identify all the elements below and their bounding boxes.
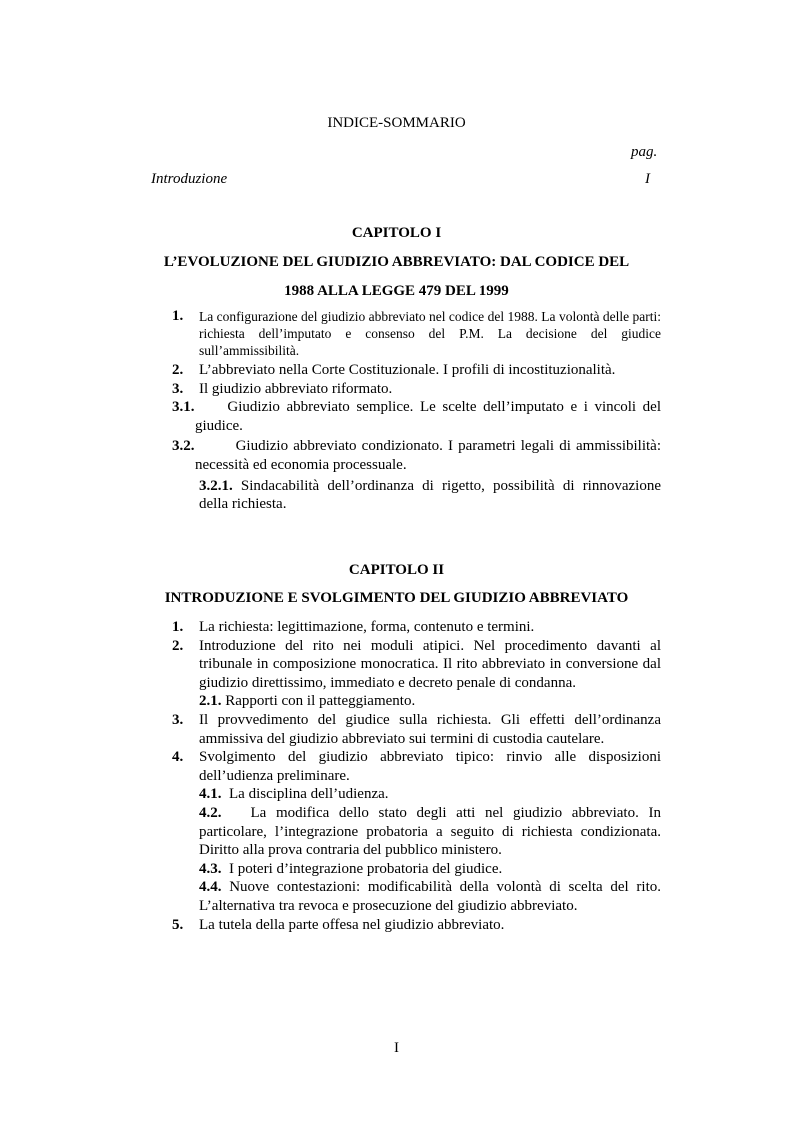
subitem-text: Giudizio abbreviato semplice. Le scelte dell’imputato e i vincoli del giudice. bbox=[195, 399, 661, 434]
item-text: Svolgimento del giudizio abbreviato tipico: rinvio alle disposizioni dell’udienza preliminare. bbox=[199, 749, 661, 784]
item-text: La richiesta: legittimazione, forma, contenuto e termini. bbox=[199, 619, 535, 635]
item-text: Il provvedimento del giudice sulla richiesta. Gli effetti dell’ordinanza ammissiva del giudizio abbreviato sui termini di custodia cautelare. bbox=[199, 711, 661, 747]
item-number: 3. bbox=[172, 380, 184, 397]
item-text: Il giudizio abbreviato riformato. bbox=[199, 380, 393, 397]
chapter1-title-line2: 1988 ALLA LEGGE 479 DEL 1999 bbox=[284, 283, 509, 299]
list-item bbox=[172, 380, 661, 399]
item-text: L’abbreviato nella Corte Costituzionale. I profili di incostituzionalità. bbox=[199, 362, 616, 378]
page-title: INDICE-SOMMARIO bbox=[327, 115, 466, 131]
subitem bbox=[172, 860, 661, 879]
subitem-number: 3.1. bbox=[172, 399, 195, 416]
chapter1-title-line1: L’EVOLUZIONE DEL GIUDIZIO ABBREVIATO: DAL CODICE DEL bbox=[163, 254, 630, 270]
subitem bbox=[172, 804, 661, 860]
item-number: 3. bbox=[172, 711, 184, 728]
chapter2-title: INTRODUZIONE E SVOLGIMENTO DEL GIUDIZIO ABBREVIATO bbox=[164, 590, 629, 606]
chapter2-list bbox=[172, 618, 661, 934]
chapter1-heading: CAPITOLO I bbox=[351, 225, 442, 241]
item-number: 1. bbox=[172, 619, 184, 635]
subitem-text: La disciplina dell’udienza. bbox=[229, 786, 389, 803]
intro-page-number: I bbox=[645, 171, 650, 187]
subitem-number: 3.2.1. bbox=[199, 477, 233, 494]
subitem-number: 3.2. bbox=[172, 438, 195, 455]
page-number: I bbox=[394, 1040, 399, 1056]
subitem bbox=[172, 878, 661, 915]
subitem bbox=[172, 785, 661, 804]
subitem-number: 4.4. bbox=[199, 879, 222, 896]
pag-label: pag. bbox=[631, 144, 658, 160]
item-text: La tutela della parte offesa nel giudizio abbreviato. bbox=[199, 916, 505, 933]
subitem-text: Sindacabilità dell’ordinanza di rigetto, possibilità di rinnovazione della richiesta. bbox=[199, 477, 661, 513]
subitem bbox=[172, 437, 661, 474]
item-number: 5. bbox=[172, 916, 184, 933]
list-item bbox=[172, 916, 661, 935]
subitem bbox=[172, 692, 661, 711]
item-number: 1. bbox=[172, 308, 184, 324]
subitem-text: Rapporti con il patteggiamento. bbox=[225, 693, 416, 710]
list-item bbox=[172, 361, 661, 380]
list-item bbox=[172, 748, 661, 785]
subitem-text: I poteri d’integrazione probatoria del giudice. bbox=[229, 860, 503, 877]
item-number: 4. bbox=[172, 749, 184, 766]
list-item bbox=[172, 308, 661, 359]
item-number: 2. bbox=[172, 637, 184, 654]
subitem-number: 4.2. bbox=[199, 804, 222, 821]
subitem bbox=[172, 477, 661, 514]
item-number: 2. bbox=[172, 362, 184, 378]
subitem-text: Giudizio abbreviato condizionato. I parametri legali di ammissibilità: necessità ed economia processuale. bbox=[195, 438, 662, 473]
subitem-number: 2.1. bbox=[199, 693, 222, 710]
subitem-text: La modifica dello stato degli atti nel giudizio abbreviato. In particolare, l’integrazione probatoria a seguito di richiesta condizionata. Diritto alla prova contraria del pubblico ministero. bbox=[199, 804, 661, 859]
list-item bbox=[172, 618, 661, 637]
list-item bbox=[172, 637, 661, 693]
subitem bbox=[172, 398, 661, 435]
item-text: Introduzione del rito nei moduli atipici. Nel procedimento davanti al tribunale in composizione monocratica. Il rito abbreviato in conversione dal giudizio direttissimo, immediato e decreto penale di condanna. bbox=[199, 637, 661, 691]
item-text: La configurazione del giudizio abbreviato nel codice del 1988. La volontà delle parti: richiesta dell’imputato e consenso del P.M. La decisione del giudice sull’ammissibilità. bbox=[199, 309, 661, 358]
subitem-number: 4.3. bbox=[199, 860, 222, 877]
intro-entry: Introduzione bbox=[151, 171, 228, 187]
list-item bbox=[172, 711, 661, 748]
chapter2-heading: CAPITOLO II bbox=[348, 562, 445, 578]
chapter1-list bbox=[172, 308, 661, 514]
subitem-number: 4.1. bbox=[199, 786, 222, 803]
subitem-text: Nuove contestazioni: modificabilità della volontà di scelta del rito. L’alternativa tra revoca e prosecuzione del giudizio abbreviato. bbox=[199, 879, 661, 914]
